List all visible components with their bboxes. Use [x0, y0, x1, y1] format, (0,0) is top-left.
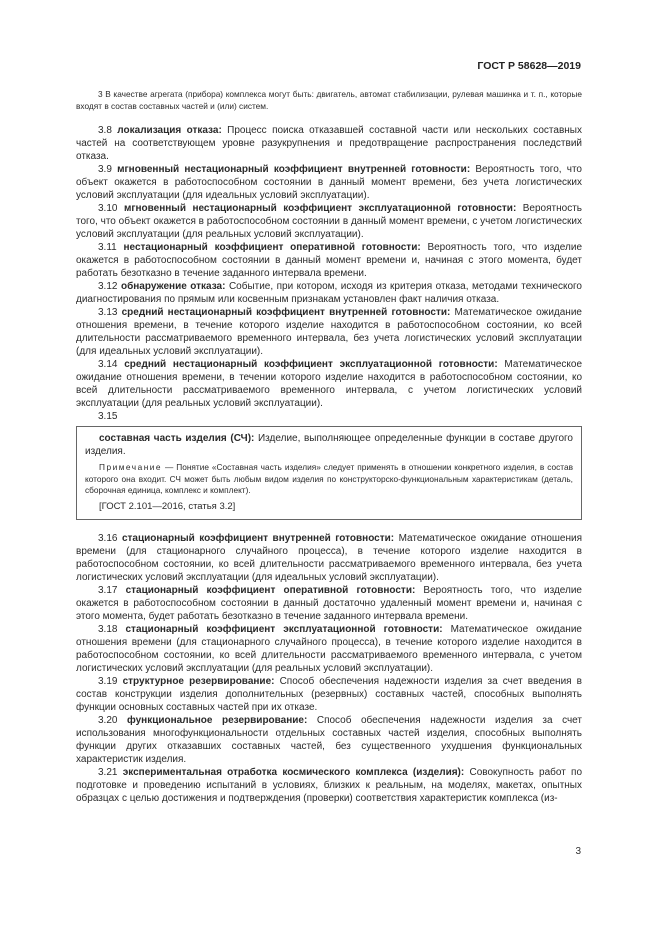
term-definition: Способ обеспечения надежности изделия за счет введения в состав конструкции изделия дополнительных (резервных) составных частей, способных выполнять функции основных составных частей при их отказе.: [76, 675, 582, 713]
term-entry: [76, 358, 582, 410]
term-entry: [76, 241, 582, 280]
term-number: 3.20: [98, 714, 118, 726]
term-number: 3.12: [98, 281, 118, 292]
term-entry: [76, 532, 582, 584]
term-entry: [76, 280, 582, 306]
term-number: 3.16: [98, 532, 118, 544]
terms-list-2: [76, 532, 582, 805]
note-3: 3 В качестве агрегата (прибора) комплекса могут быть: двигатель, автомат стабилизации, рулевая машинка и т. п., которые входят в состав составных частей и (или) систем.: [76, 89, 582, 111]
term-number: 3.9: [98, 164, 112, 175]
term-definition: Математическое ожидание отношения времени (для стационарного случайного процесса), в течение которого изделие находится в работоспособном состоянии, ко всей длительности рассматриваемого временного интервала, с учетом логистических условий эксплуатации (для реальных условий эксплуатации).: [76, 623, 582, 674]
term-entry: [76, 675, 582, 714]
term-title: локализация отказа:: [117, 125, 222, 136]
term-title: функциональное резервирование:: [127, 714, 308, 726]
term-number: 3.18: [98, 623, 118, 635]
term-title: обнаружение отказа:: [120, 281, 226, 292]
page-number: 3: [575, 846, 581, 857]
term-title: экспериментальная отработка космического комплекса (изделия):: [122, 766, 465, 778]
term-definition: Вероятность того, что объект окажется в работоспособном состоянии в данный момент времени, без учета логистических условий эксплуатации (для идеальных условий эксплуатации).: [76, 164, 582, 201]
term-title: стационарный коэффициент внутренней готовности:: [121, 532, 395, 544]
term-definition: Вероятность того, что изделие окажется в работоспособном состоянии в данный момент времени и, начиная с этого момента, будет работать безотказно в течение заданного интервала времени.: [76, 242, 583, 279]
terms-list-1: [76, 124, 582, 410]
term-number: 3.8: [98, 125, 112, 136]
term-number: 3.21: [98, 766, 118, 778]
term-title: структурное резервирование:: [122, 675, 275, 687]
term-entry: [76, 623, 582, 675]
term-number: 3.15: [98, 411, 118, 422]
term-definition: Математическое ожидание отношения времени (для стационарного случайного процесса), в течение которого изделие находится в работоспособном состоянии, ко всей длительности рассматриваемого временного интервала, без учета логистических условий эксплуатации (для идеальных условий эксплуатации).: [76, 532, 582, 583]
term-title: мгновенный нестационарный коэффициент эксплуатационной готовности:: [123, 203, 517, 214]
term-box-3-15: [76, 426, 582, 520]
term-number: 3.19: [98, 675, 118, 687]
term-definition: Вероятность того, что изделие окажется в работоспособном состоянии в данный достаточно удаленный момент времени и, начиная с этого момента, будет работать безотказно в течение заданного интервала времени.: [76, 584, 582, 622]
term-entry: [76, 202, 582, 241]
note-3-15: [85, 462, 573, 497]
term-number: 3.14: [98, 359, 118, 370]
term-definition: Способ обеспечения надежности изделия за счет использования многофункциональности отдельных составных частей изделия, способных выполнять функции других отказавших составных частей, без существенного ухудшения функциональных характеристик изделия.: [76, 714, 582, 765]
term-entry: [76, 306, 582, 358]
term-title: мгновенный нестационарный коэффициент внутренней готовности:: [117, 164, 471, 175]
term-entry: [76, 714, 582, 766]
term-entry: [76, 766, 582, 805]
term-title: средний нестационарный коэффициент эксплуатационной готовности:: [124, 359, 498, 370]
term-entry: [76, 124, 582, 163]
note-label: Примечание: [99, 462, 163, 472]
term-definition: Математическое ожидание отношения времени, в течение которого изделие находится в работоспособном состоянии, ко всей длительности рассматриваемого временного интервала, без учета логистических условий эксплуатации (для идеальных условий эксплуатации).: [76, 307, 582, 357]
term-entry: [76, 163, 582, 202]
source-reference: [ГОСТ 2.101—2016, статья 3.2]: [99, 500, 236, 512]
term-number: 3.17: [98, 584, 118, 596]
term-entry-3-15: [85, 432, 573, 458]
document-body: [76, 88, 582, 805]
term-definition: Изделие, выполняющее определенные функции в составе другого изделия.: [85, 433, 573, 457]
term-definition: Математическое ожидание отношения времени, в течении которого изделие находится в работоспособном состоянии, ко всей длительности рассматриваемого временного интервала, с учетом логистических условий эксплуатации (для реальных условий эксплуатации).: [76, 359, 583, 409]
term-title: стационарный коэффициент эксплуатационной готовности:: [125, 623, 443, 635]
term-title: нестационарный коэффициент оперативной готовности:: [123, 242, 421, 253]
term-entry-3-15-number: [76, 410, 582, 423]
document-header: ГОСТ Р 58628—2019: [477, 60, 581, 72]
note-text: — Понятие «Составная часть изделия» следует применять в отношении конкретного изделия, в состав которого она входит. СЧ может быть любым видом изделия по конструкторско-функциональным характеристикам (деталь, сборочная единица, комплекс и комплект).: [85, 462, 573, 495]
term-definition: Событие, при котором, исходя из критерия отказа, методами технического диагностирования по прямым или косвенным признакам установлен факт наличия отказа.: [76, 281, 582, 305]
term-number: 3.11: [98, 242, 117, 253]
term-entry: [76, 584, 582, 623]
term-number: 3.10: [98, 203, 118, 214]
term-title: стационарный коэффициент оперативной готовности:: [125, 584, 416, 596]
term-definition: Совокупность работ по подготовке и проведению испытаний в условиях, близких к реальным, на моделях, макетах, опытных образцах с целью достижения и подтверждения (проверки) соответствия характеристик комплекса (из-: [76, 766, 583, 804]
term-definition: Процесс поиска отказавшей составной части или нескольких составных частей на соответствующем уровне разукрупнения и предотвращение распространения последствий отказа.: [76, 125, 582, 162]
term-title: средний нестационарный коэффициент внутренней готовности:: [121, 307, 451, 318]
term-definition: Вероятность того, что объект окажется в работоспособном состоянии в данный момент времени, с учетом логистических условий эксплуатации (для реальных условий эксплуатации).: [76, 203, 582, 240]
term-title: составная часть изделия (СЧ):: [99, 433, 255, 444]
term-number: 3.13: [98, 307, 118, 318]
